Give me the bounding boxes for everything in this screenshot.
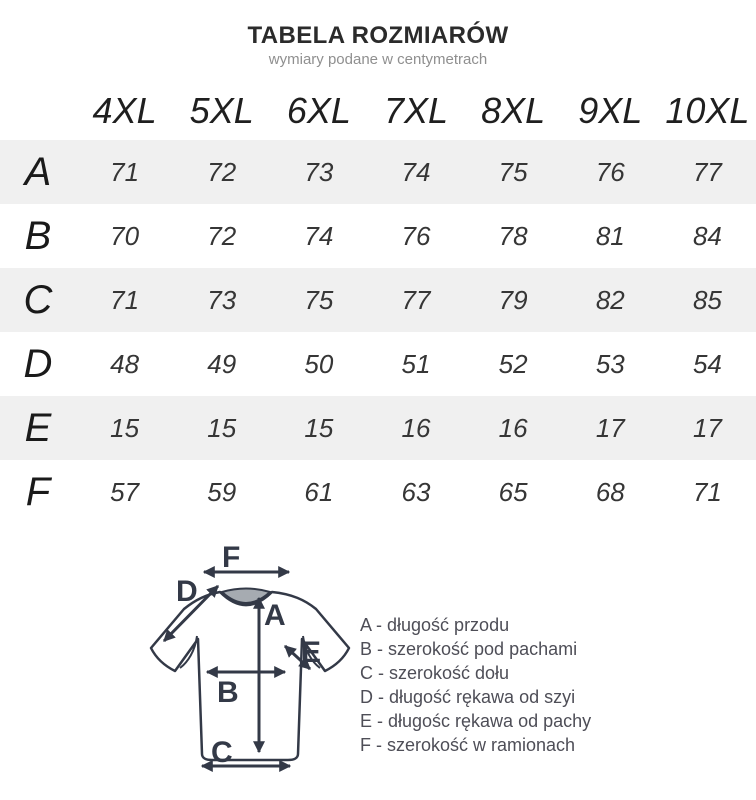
legend-item-e: E - długośc rękawa od pachy (360, 711, 592, 731)
size-header-8xl: 8XL (481, 90, 546, 131)
size-table (0, 80, 756, 524)
cell-c-7xl: 77 (401, 284, 431, 315)
cell-a-7xl: 74 (401, 156, 431, 187)
legend-item-f: F - szerokość w ramionach (360, 735, 576, 755)
cell-b-9xl: 81 (595, 220, 625, 251)
table-row-e (0, 396, 756, 460)
cell-d-4xl: 48 (110, 348, 140, 379)
cell-f-9xl: 68 (595, 476, 625, 507)
legend-item-b: B - szerokość pod pachami (360, 639, 578, 659)
cell-b-7xl: 76 (401, 220, 431, 251)
cell-f-6xl: 61 (304, 476, 334, 507)
page-subtitle: wymiary podane w centymetrach (268, 51, 488, 68)
cell-d-7xl: 51 (401, 348, 431, 379)
cell-a-5xl: 72 (207, 156, 237, 187)
cell-f-8xl: 65 (498, 476, 528, 507)
size-header-7xl: 7XL (383, 90, 449, 131)
tshirt-outline (151, 592, 349, 760)
cell-d-10xl: 54 (692, 348, 722, 379)
page-header (0, 0, 756, 68)
legend-item-a: A - długość przodu (360, 615, 510, 635)
row-label-a: A (24, 149, 52, 194)
cell-f-10xl: 71 (692, 476, 722, 507)
diagram-label-d: D (176, 575, 198, 608)
diagram-label-f: F (222, 541, 241, 574)
size-header-5xl: 5XL (189, 90, 254, 131)
cell-e-5xl: 15 (207, 412, 237, 443)
row-label-c: C (23, 277, 53, 322)
cell-d-8xl: 52 (498, 348, 528, 379)
diagram-section (0, 539, 756, 789)
legend-item-d: D - długość rękawa od szyi (360, 687, 576, 707)
cell-c-9xl: 82 (595, 284, 625, 315)
cell-b-4xl: 70 (110, 220, 140, 251)
cell-b-10xl: 84 (692, 220, 722, 251)
cell-d-6xl: 50 (304, 348, 334, 379)
diagram-label-c: C (211, 736, 233, 769)
size-header-6xl: 6XL (286, 90, 351, 131)
cell-a-10xl: 77 (692, 156, 722, 187)
cell-e-10xl: 17 (692, 412, 722, 443)
cell-e-9xl: 17 (595, 412, 625, 443)
table-row-a (0, 140, 756, 204)
row-label-e: E (24, 405, 52, 450)
tshirt-measurement-diagram (140, 539, 360, 789)
cell-a-4xl: 71 (110, 156, 140, 187)
cell-c-10xl: 85 (692, 284, 722, 315)
cell-e-4xl: 15 (110, 412, 140, 443)
size-header-9xl: 9XL (578, 90, 643, 131)
cell-c-4xl: 71 (110, 284, 140, 315)
diagram-label-a: A (264, 599, 286, 632)
row-label-f: F (25, 469, 51, 514)
cell-d-5xl: 49 (207, 348, 237, 379)
table-row-c (0, 268, 756, 332)
page-title: TABELA ROZMIARÓW (247, 22, 509, 49)
row-label-d: D (23, 341, 53, 386)
size-header-4xl: 4XL (92, 90, 157, 131)
row-label-b: B (24, 213, 52, 258)
cell-c-6xl: 75 (304, 284, 334, 315)
table-row-d (0, 332, 756, 396)
measurement-legend (360, 539, 591, 789)
diagram-label-b: B (217, 676, 239, 709)
cell-e-8xl: 16 (498, 412, 528, 443)
cell-b-5xl: 72 (207, 220, 237, 251)
cell-f-7xl: 63 (401, 476, 431, 507)
cell-c-8xl: 79 (498, 284, 528, 315)
legend-item-c: C - szerokość dołu (360, 663, 510, 683)
cell-d-9xl: 53 (595, 348, 625, 379)
cell-b-6xl: 74 (304, 220, 334, 251)
diagram-label-e: E (301, 636, 322, 669)
cell-c-5xl: 73 (207, 284, 237, 315)
cell-a-6xl: 73 (304, 156, 334, 187)
cell-f-5xl: 59 (207, 476, 237, 507)
cell-b-8xl: 78 (498, 220, 528, 251)
size-header-row (0, 80, 756, 140)
cell-a-9xl: 76 (595, 156, 625, 187)
table-row-f (0, 460, 756, 524)
cell-e-7xl: 16 (401, 412, 431, 443)
table-row-b (0, 204, 756, 268)
cell-a-8xl: 75 (498, 156, 528, 187)
cell-f-4xl: 57 (110, 476, 140, 507)
cell-e-6xl: 15 (304, 412, 334, 443)
size-header-10xl: 10XL (665, 90, 750, 131)
